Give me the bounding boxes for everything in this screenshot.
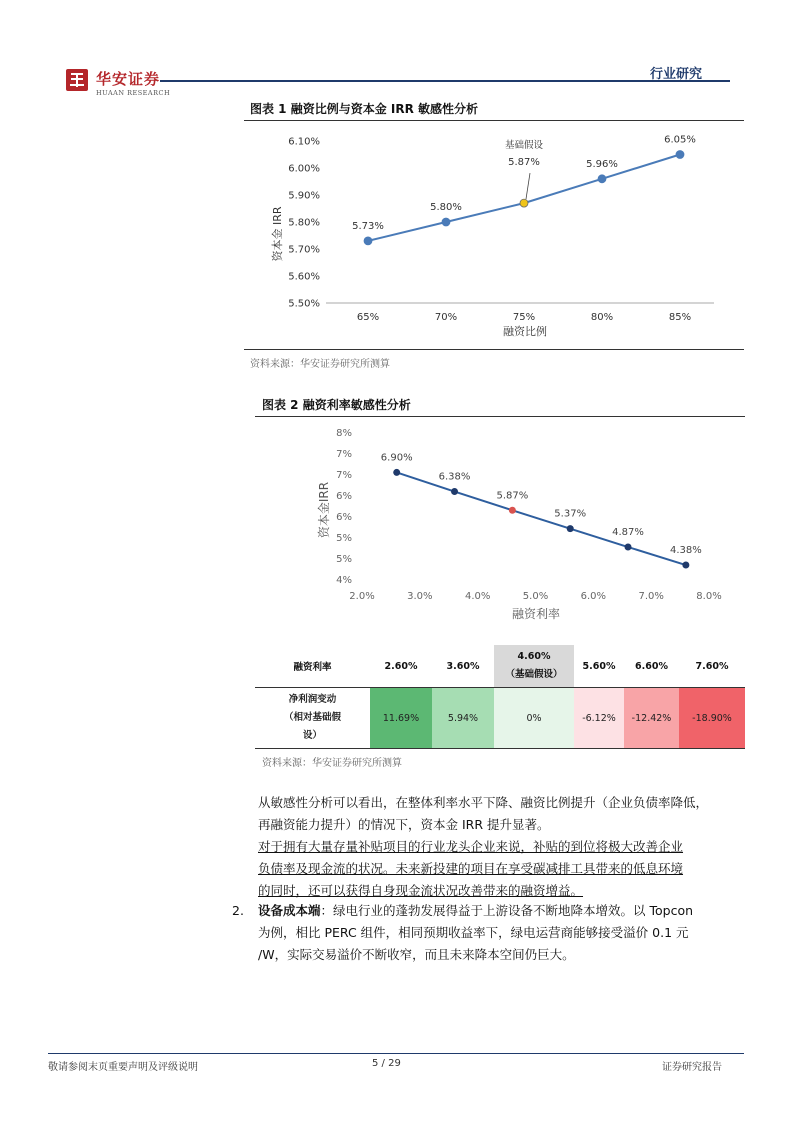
logo-subtext: HUAAN RESEARCH xyxy=(96,89,171,97)
data-point xyxy=(520,199,528,207)
figure2-chart xyxy=(300,420,740,630)
data-label: 6.05% xyxy=(664,134,696,146)
table-change-cell: -12.42% xyxy=(624,688,679,749)
body-paragraph-1 xyxy=(258,792,748,836)
table-rate-cell: 7.60% xyxy=(695,660,729,672)
table-header-label: 融资利率 xyxy=(293,662,332,673)
y-tick-label: 5.50% xyxy=(288,298,320,310)
text-line: /W，实际交易溢价不断收窄，而且未来降本空间仍巨大。 xyxy=(258,947,575,962)
x-tick-label: 3.0% xyxy=(407,591,433,602)
table-rate-cell: 2.60% xyxy=(384,660,418,672)
page-number: 5 / 29 xyxy=(372,1058,401,1069)
y-tick-label: 4% xyxy=(336,575,352,586)
base-rate: 4.60% xyxy=(517,651,551,662)
y-tick-label: 8% xyxy=(336,428,352,439)
y-axis-label: 资本金 IRR xyxy=(271,206,284,262)
y-tick-label: 7% xyxy=(336,449,352,460)
data-point xyxy=(393,469,400,476)
y-tick-label: 6.10% xyxy=(288,136,320,148)
data-point xyxy=(442,218,450,226)
table-row-label xyxy=(255,688,370,749)
text-line: 为例，相比 PERC 组件，相同预期收益率下，绿电运营商能够接受溢价 0.1 元 xyxy=(258,925,689,940)
x-tick-label: 6.0% xyxy=(580,591,607,602)
sensitivity-table xyxy=(255,645,745,749)
footer-disclaimer: 敬请参阅末页重要声明及评级说明 xyxy=(48,1062,198,1073)
data-label: 5.37% xyxy=(554,508,587,520)
table-change-cell: 5.94% xyxy=(432,688,494,749)
text-line: 对于拥有大量存量补贴项目的行业龙头企业来说，补贴的到位将极大改善企业 xyxy=(258,839,684,854)
x-tick-label: 75% xyxy=(512,312,536,323)
list-item-2 xyxy=(258,900,748,966)
table-rate-cell: 5.60% xyxy=(582,660,616,672)
data-point xyxy=(676,151,684,159)
table-rate-cell: 6.60% xyxy=(635,660,668,672)
x-tick-label: 2.0% xyxy=(349,591,375,602)
figure2-source: 资料来源：华安证券研究所测算 xyxy=(262,758,402,769)
text-line: 再融资能力提升）的情况下，资本金 IRR 提升显著。 xyxy=(258,817,550,832)
logo-text: 华安证券 xyxy=(96,70,161,88)
x-tick-label: 4.0% xyxy=(464,591,491,602)
data-label: 4.38% xyxy=(669,545,702,557)
table-change-cell: 0% xyxy=(494,688,574,749)
y-tick-label: 7% xyxy=(336,470,352,481)
data-label: 5.87% xyxy=(508,157,540,169)
figure1-source: 资料来源：华安证券研究所测算 xyxy=(250,359,390,370)
x-tick-label: 7.0% xyxy=(638,591,664,602)
figure1-title: 图表 1 融资比例与资本金 IRR 敏感性分析 xyxy=(250,102,479,116)
text-line: 从敏感性分析可以看出，在整体利率水平下降、融资比例提升（企业负债率降低， xyxy=(258,795,709,810)
y-tick-label: 5.70% xyxy=(288,244,320,256)
x-tick-label: 70% xyxy=(434,312,458,323)
x-tick-label: 85% xyxy=(668,312,692,323)
series-line xyxy=(397,472,686,565)
data-label: 5.96% xyxy=(586,158,618,170)
y-tick-label: 5.80% xyxy=(288,217,320,229)
report-category: 行业研究 xyxy=(650,67,703,82)
y-axis-label: 资本金IRR xyxy=(317,481,331,539)
data-point xyxy=(364,237,372,245)
list-item-text: ：绿电行业的蓬勃发展得益于上游设备不断地降本增效。以 Topcon xyxy=(320,903,694,918)
x-tick-label: 65% xyxy=(356,312,380,323)
x-axis-label: 融资利率 xyxy=(511,607,561,621)
figure2-title: 图表 2 融资利率敏感性分析 xyxy=(262,398,411,412)
y-tick-label: 5% xyxy=(336,554,352,565)
figure2-top-rule xyxy=(255,416,745,417)
table-value-row xyxy=(255,688,745,749)
data-label: 5.87% xyxy=(496,490,529,502)
footer-divider xyxy=(48,1053,744,1054)
annotation-leader xyxy=(526,173,530,199)
row-label-line: 设） xyxy=(302,730,322,741)
list-item-bold: 设备成本端 xyxy=(258,903,321,918)
x-tick-label: 80% xyxy=(590,312,614,323)
data-label: 4.87% xyxy=(612,527,644,539)
table-change-cell: 11.69% xyxy=(370,688,432,749)
data-label: 5.80% xyxy=(430,202,462,213)
data-point xyxy=(567,525,574,532)
table-rate-cell: 3.60% xyxy=(446,660,480,672)
data-label: 5.73% xyxy=(352,220,384,232)
table-rate-cell-base xyxy=(494,645,574,688)
base-note: （基础假设） xyxy=(505,669,563,680)
y-tick-label: 5% xyxy=(336,533,352,544)
text-line: 的同时，还可以获得自身现金流状况改善带来的融资增益。 xyxy=(258,883,584,898)
figure1-chart xyxy=(244,122,744,347)
header-divider xyxy=(160,80,730,82)
x-tick-label: 5.0% xyxy=(522,591,549,602)
row-label-line: 净利润变动 xyxy=(288,694,337,705)
data-point xyxy=(625,544,632,551)
y-tick-label: 5.90% xyxy=(288,190,320,202)
data-point xyxy=(598,175,606,183)
data-point xyxy=(682,562,689,569)
figure1-top-rule xyxy=(244,120,744,121)
table-change-cell: -18.90% xyxy=(679,688,745,749)
footer-report-type: 证券研究报告 xyxy=(662,1062,722,1073)
x-axis-label: 融资比例 xyxy=(503,325,547,338)
text-line xyxy=(258,900,748,922)
table-change-cell: -6.12% xyxy=(574,688,624,749)
data-point xyxy=(509,507,516,514)
y-tick-label: 6% xyxy=(336,491,352,502)
x-tick-label: 8.0% xyxy=(696,591,722,602)
list-item-number: 2. xyxy=(232,903,244,918)
data-label: 6.90% xyxy=(380,452,413,464)
row-label-line: （相对基础假 xyxy=(283,712,341,723)
logo-icon xyxy=(66,69,88,91)
table-header-row xyxy=(255,645,745,688)
y-tick-label: 6.00% xyxy=(288,163,320,175)
figure1-bottom-rule xyxy=(244,349,744,350)
body-paragraph-2 xyxy=(258,836,748,902)
y-tick-label: 5.60% xyxy=(288,271,320,283)
text-line: 负债率及现金流的状况。未来新投建的项目在享受碳减排工具带来的低息环境 xyxy=(258,861,684,876)
data-point xyxy=(451,488,458,495)
y-tick-label: 6% xyxy=(336,512,352,523)
annotation-label: 基础假设 xyxy=(504,140,544,152)
data-label: 6.38% xyxy=(438,471,471,483)
